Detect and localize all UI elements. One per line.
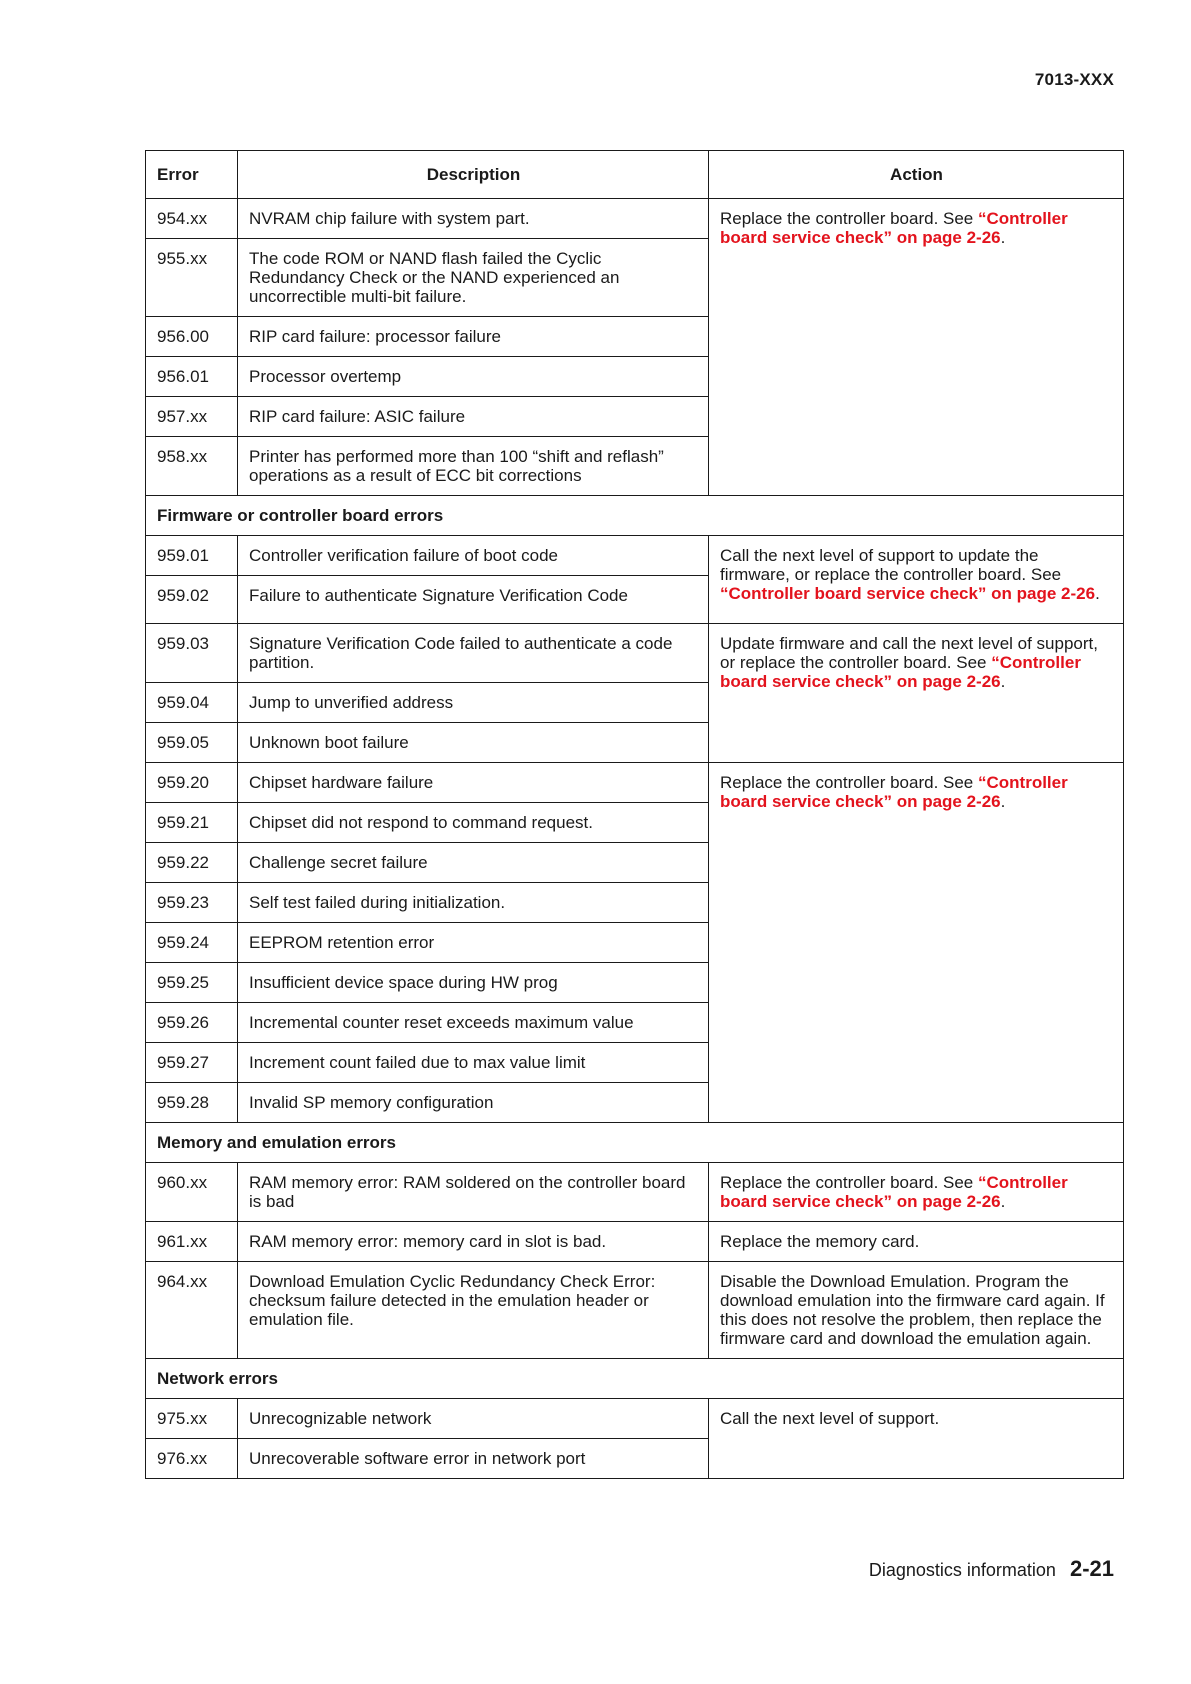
error-action: Call the next level of support to update the firmware, or replace the controller board. See “Controller board service check” on page 2-26.	[709, 536, 1124, 624]
error-action: Replace the memory card.	[709, 1222, 1124, 1262]
xref-controller-board-service-check[interactable]: “Controller board service check” on page 2-26	[720, 584, 1096, 603]
error-code: 959.02	[146, 576, 238, 624]
error-description: Insufficient device space during HW prog	[238, 963, 709, 1003]
error-action: Replace the controller board. See “Controller board service check” on page 2-26.	[709, 763, 1124, 1123]
error-description: Chipset hardware failure	[238, 763, 709, 803]
error-code: 959.04	[146, 683, 238, 723]
error-code: 961.xx	[146, 1222, 238, 1262]
error-description: Jump to unverified address	[238, 683, 709, 723]
error-code: 959.28	[146, 1083, 238, 1123]
table-row	[146, 536, 1124, 576]
xref-controller-board-service-check[interactable]: “Controller board service check” on page 2-26	[720, 653, 1081, 691]
error-description: RAM memory error: memory card in slot is bad.	[238, 1222, 709, 1262]
action-text: Replace the controller board. See	[720, 1173, 978, 1192]
error-description: EEPROM retention error	[238, 923, 709, 963]
error-code: 959.21	[146, 803, 238, 843]
section-title: Memory and emulation errors	[146, 1123, 1124, 1163]
error-action: Replace the controller board. See “Controller board service check” on page 2-26.	[709, 199, 1124, 496]
error-code: 959.24	[146, 923, 238, 963]
error-code: 956.00	[146, 317, 238, 357]
error-action: Disable the Download Emulation. Program the download emulation into the firmware card again. If this does not resolve the problem, then replace the firmware card and download the emulation again.	[709, 1262, 1124, 1359]
error-description: NVRAM chip failure with system part.	[238, 199, 709, 239]
error-description: Unrecoverable software error in network port	[238, 1439, 709, 1479]
error-description: Unknown boot failure	[238, 723, 709, 763]
section-title: Network errors	[146, 1359, 1124, 1399]
page-number: 2-21	[1069, 1556, 1114, 1581]
error-description: The code ROM or NAND flash failed the Cyclic Redundancy Check or the NAND experienced an uncorrectible multi-bit failure.	[238, 239, 709, 317]
error-description: Failure to authenticate Signature Verification Code	[238, 576, 709, 624]
footer-section-title: Diagnostics information	[868, 1560, 1056, 1580]
xref-controller-board-service-check[interactable]: “Controller board service check” on page 2-26	[720, 209, 1068, 247]
error-description: RAM memory error: RAM soldered on the controller board is bad	[238, 1163, 709, 1222]
section-title: Firmware or controller board errors	[146, 496, 1124, 536]
error-description: Invalid SP memory configuration	[238, 1083, 709, 1123]
error-code: 959.01	[146, 536, 238, 576]
table-row	[146, 1262, 1124, 1359]
error-description: Incremental counter reset exceeds maximum value	[238, 1003, 709, 1043]
table-row	[146, 199, 1124, 239]
error-code: 959.03	[146, 624, 238, 683]
error-code: 964.xx	[146, 1262, 238, 1359]
error-code: 955.xx	[146, 239, 238, 317]
table-row	[146, 624, 1124, 683]
column-header-description: Description	[238, 151, 709, 199]
error-action: Update firmware and call the next level of support, or replace the controller board. See “Controller board service check” on page 2-26.	[709, 624, 1124, 763]
error-code: 976.xx	[146, 1439, 238, 1479]
error-code: 975.xx	[146, 1399, 238, 1439]
error-code-table	[145, 150, 1124, 1479]
table-row	[146, 1163, 1124, 1222]
error-description: Chipset did not respond to command request.	[238, 803, 709, 843]
error-description: Self test failed during initialization.	[238, 883, 709, 923]
column-header-error: Error	[146, 151, 238, 199]
action-text: Call the next level of support to update the firmware, or replace the controller board. See	[720, 546, 1062, 584]
section-row-memory	[146, 1123, 1124, 1163]
error-code: 959.26	[146, 1003, 238, 1043]
xref-controller-board-service-check[interactable]: “Controller board service check” on page 2-26	[720, 773, 1068, 811]
error-code: 958.xx	[146, 437, 238, 496]
error-code: 956.01	[146, 357, 238, 397]
error-description: Download Emulation Cyclic Redundancy Check Error: checksum failure detected in the emulation header or emulation file.	[238, 1262, 709, 1359]
error-action: Replace the controller board. See “Controller board service check” on page 2-26.	[709, 1163, 1124, 1222]
document-id: 7013-XXX	[1034, 70, 1114, 89]
error-code: 959.22	[146, 843, 238, 883]
action-text: Replace the controller board. See	[720, 209, 978, 228]
error-description: RIP card failure: processor failure	[238, 317, 709, 357]
xref-controller-board-service-check[interactable]: “Controller board service check” on page 2-26	[720, 1173, 1068, 1211]
error-code: 957.xx	[146, 397, 238, 437]
error-description: RIP card failure: ASIC failure	[238, 397, 709, 437]
table-header-row	[146, 151, 1124, 199]
action-text: Update firmware and call the next level of support, or replace the controller board. See	[720, 634, 1098, 672]
error-action: Call the next level of support.	[709, 1399, 1124, 1479]
error-description: Signature Verification Code failed to authenticate a code partition.	[238, 624, 709, 683]
error-description: Increment count failed due to max value limit	[238, 1043, 709, 1083]
table-row	[146, 763, 1124, 803]
error-description: Unrecognizable network	[238, 1399, 709, 1439]
error-code: 960.xx	[146, 1163, 238, 1222]
table-row	[146, 1399, 1124, 1439]
page-footer	[869, 1556, 1114, 1582]
error-description: Printer has performed more than 100 “shift and reflash” operations as a result of ECC bit corrections	[238, 437, 709, 496]
action-text: Replace the controller board. See	[720, 773, 978, 792]
section-row-network	[146, 1359, 1124, 1399]
error-code: 959.25	[146, 963, 238, 1003]
error-description: Challenge secret failure	[238, 843, 709, 883]
error-code: 954.xx	[146, 199, 238, 239]
table-row	[146, 1222, 1124, 1262]
section-row-firmware	[146, 496, 1124, 536]
error-code: 959.05	[146, 723, 238, 763]
error-description: Controller verification failure of boot code	[238, 536, 709, 576]
error-code: 959.20	[146, 763, 238, 803]
error-code: 959.27	[146, 1043, 238, 1083]
error-description: Processor overtemp	[238, 357, 709, 397]
error-code: 959.23	[146, 883, 238, 923]
column-header-action: Action	[709, 151, 1124, 199]
